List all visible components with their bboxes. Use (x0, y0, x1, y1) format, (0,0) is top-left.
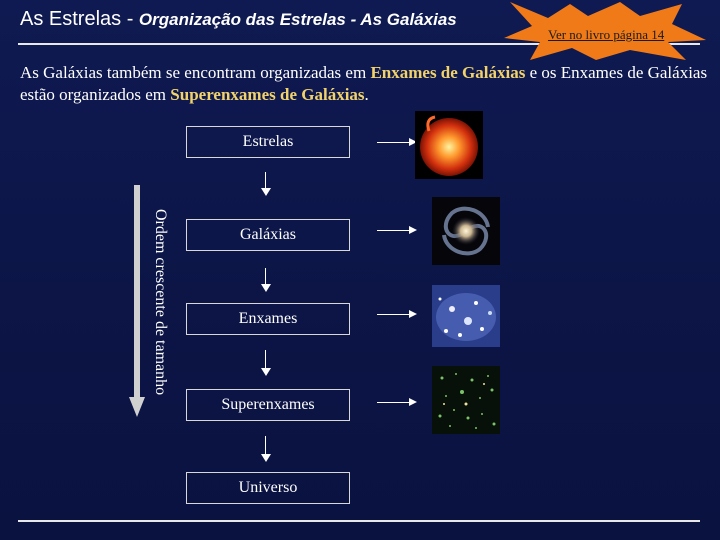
intro-text-1: As Galáxias também se encontram organizadas em (20, 63, 371, 82)
down-arrow-line (265, 350, 266, 368)
highlight-superclusters: Superenxames de Galáxias (170, 85, 365, 104)
spiral-galaxy-image (432, 197, 500, 265)
down-arrow-icon (261, 454, 271, 462)
down-arrow-line (265, 436, 266, 454)
down-arrow-line (265, 268, 266, 284)
box-superenxames (186, 389, 350, 421)
right-arrow-icon (377, 402, 415, 403)
box-galaxias (186, 219, 350, 251)
increasing-size-arrow-icon (129, 185, 145, 417)
book-page-link[interactable]: Ver no livro página 14 (548, 27, 665, 42)
right-arrow-icon (377, 230, 415, 231)
star-image (415, 111, 483, 179)
supercluster-image (432, 366, 500, 434)
size-axis-label: Ordem crescente de tamanho (152, 208, 169, 396)
down-arrow-icon (261, 368, 271, 376)
page-title (20, 8, 457, 31)
intro-paragraph (20, 62, 710, 106)
down-arrow-line (265, 172, 266, 188)
galaxy-cluster-image (432, 285, 500, 347)
title-main: As Estrelas - (20, 8, 139, 30)
down-arrow-icon (261, 188, 271, 196)
intro-text-3: . (364, 85, 369, 104)
box-label: Estrelas (242, 133, 294, 150)
box-estrelas (186, 126, 350, 158)
box-label: Enxames (238, 310, 298, 327)
box-label: Superenxames (221, 396, 315, 413)
intro-text-2: e os Enxames de Galáxias estão organizados em (20, 63, 708, 104)
box-label: Universo (238, 479, 298, 496)
box-label: Galáxias (240, 226, 296, 243)
box-enxames (186, 303, 350, 335)
footer-divider (18, 520, 700, 522)
title-subtitle: Organização das Estrelas - As Galáxias (138, 10, 457, 29)
box-universo (186, 472, 350, 504)
down-arrow-icon (261, 284, 271, 292)
right-arrow-icon (377, 314, 415, 315)
right-arrow-icon (377, 142, 415, 143)
highlight-galaxy-clusters: Enxames de Galáxias (370, 63, 526, 82)
